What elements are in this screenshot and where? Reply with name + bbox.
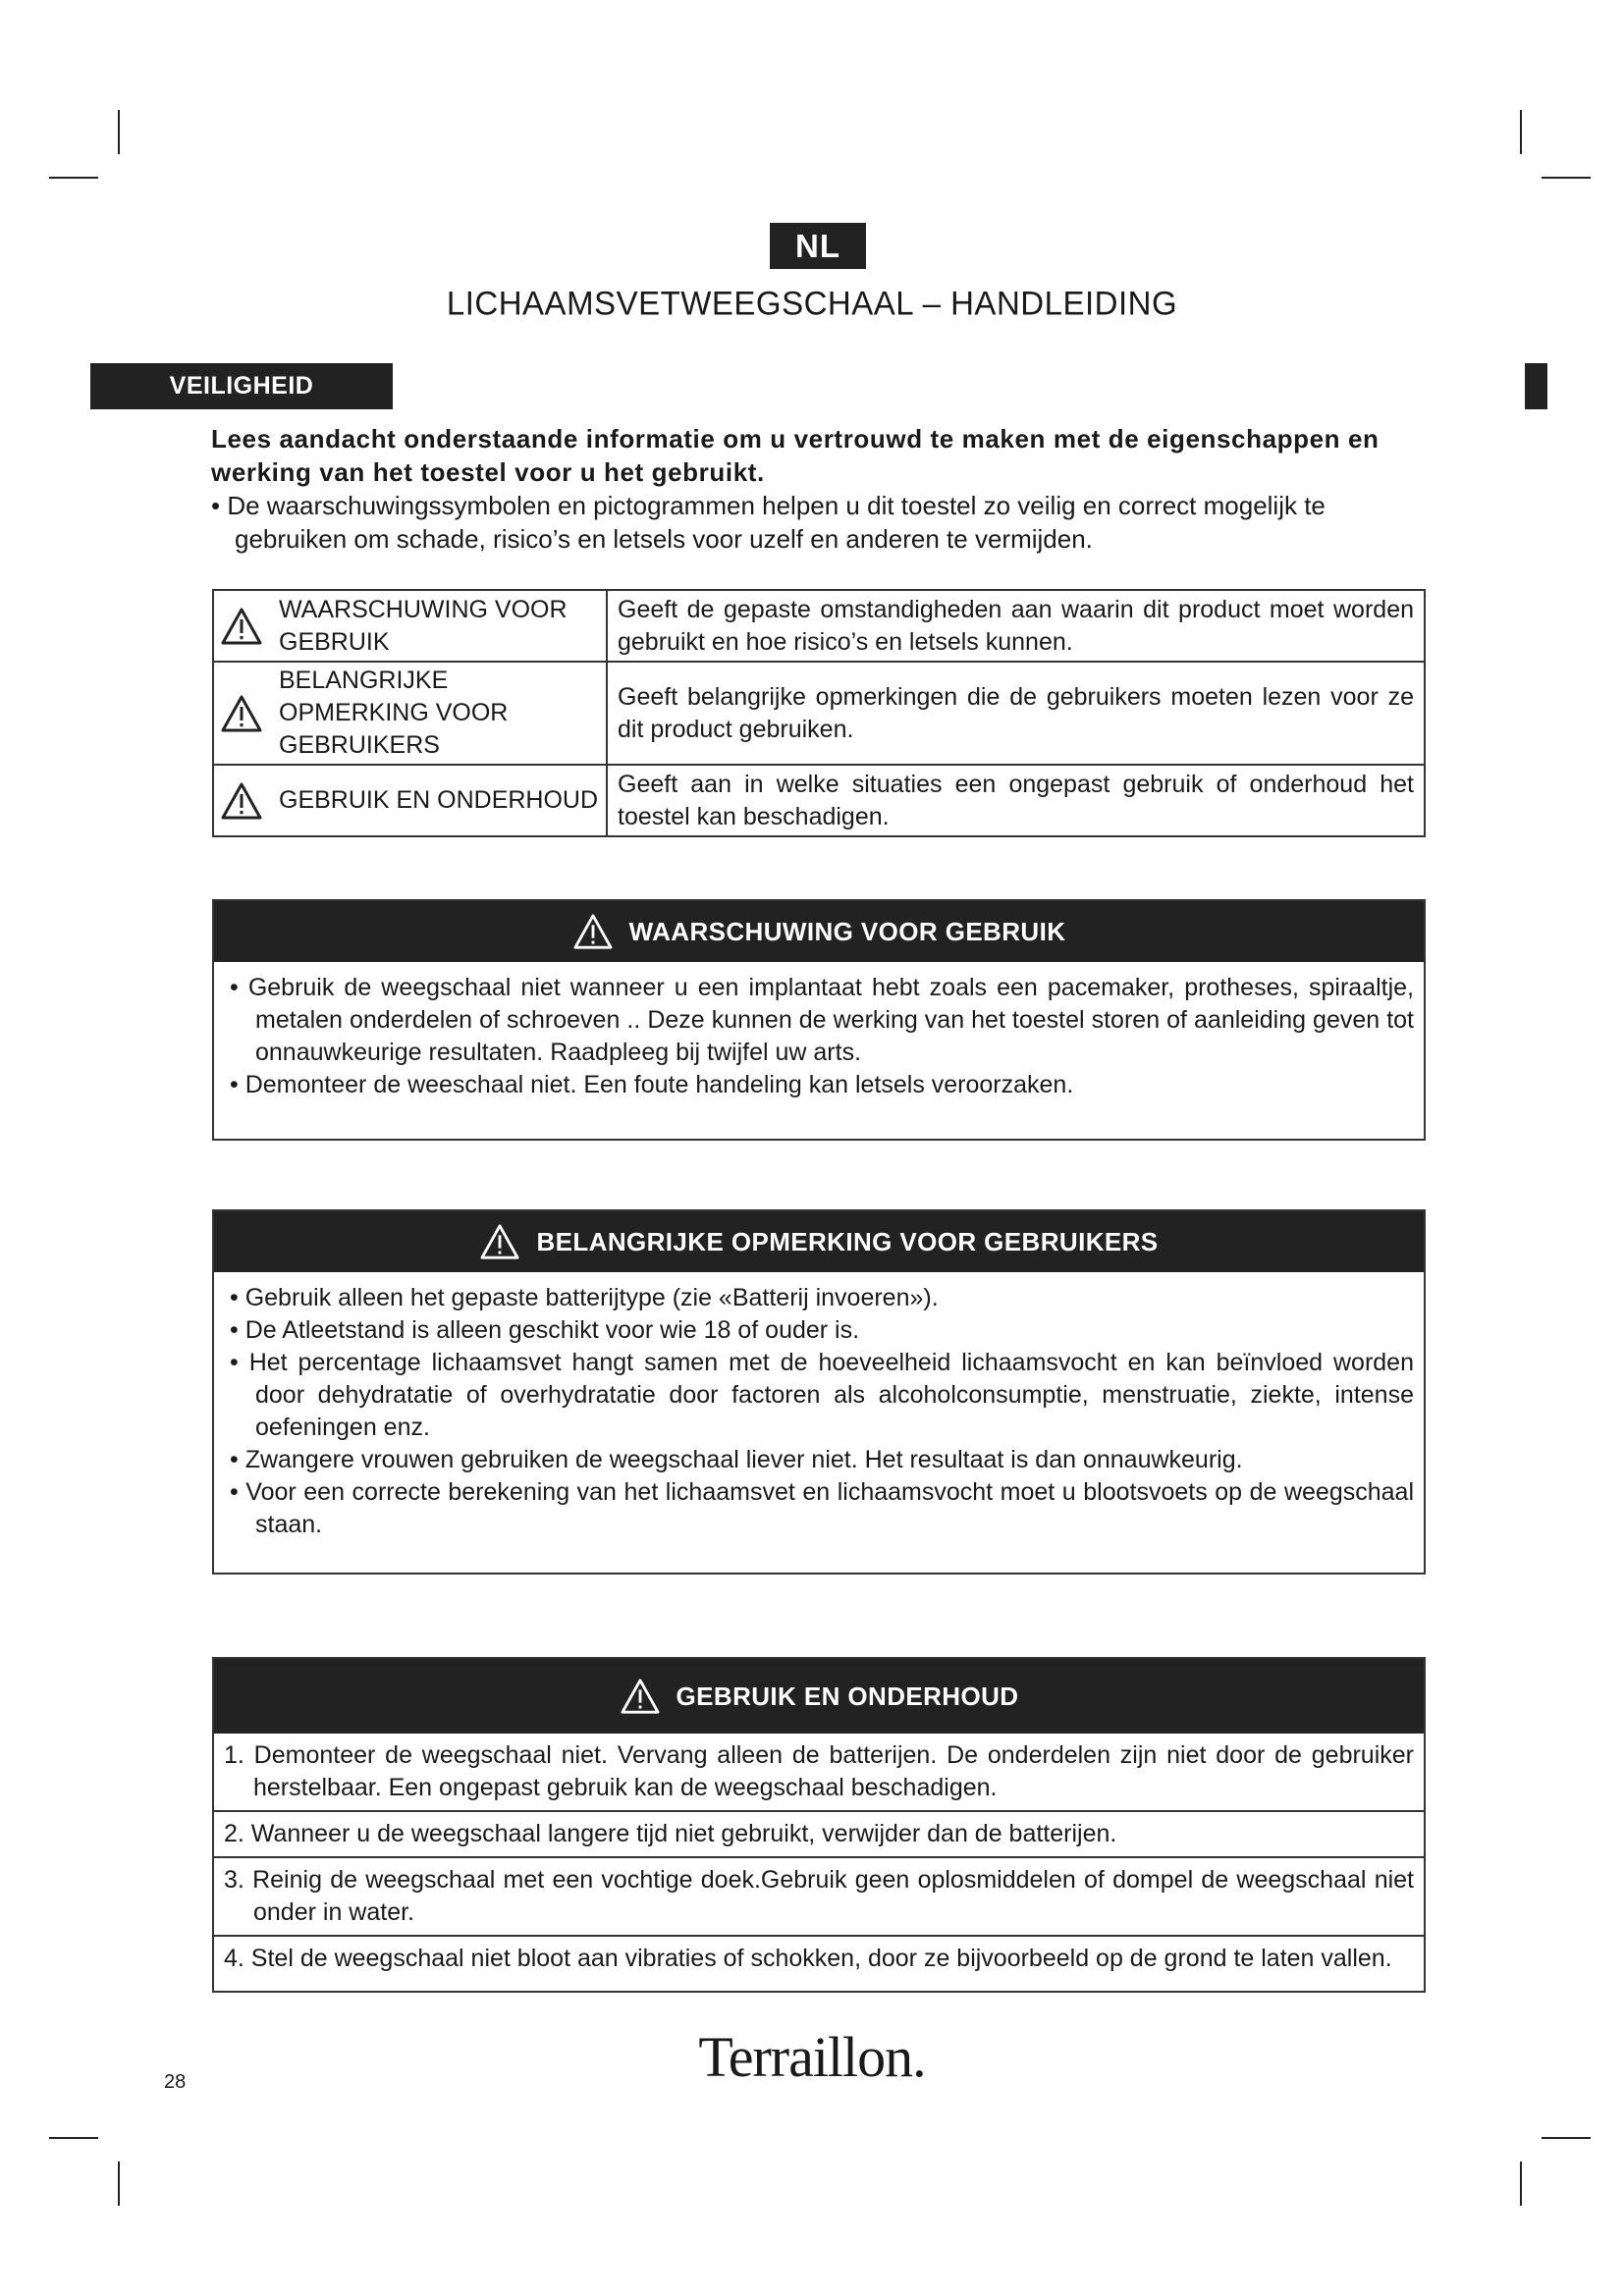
list-item: • Gebruik de weegschaal niet wanneer u een implantaat hebt zoals een pacemaker, protheses, spiraaltje, metalen onderdelen of schroeven .. Deze kunnen de werking van het toestel storen of aanleiding geven tot onnauwkeurige resultaten. Raadpleeg bij twijfel uw arts.	[230, 974, 1414, 1066]
legend-description: Geeft belangrijke opmerkingen die de gebruikers moeten lezen voor ze dit product gebruiken.	[607, 662, 1425, 765]
list-item: 3. Reinig de weegschaal met een vochtige doek.Gebruik geen oplosmiddelen of dompel de weegschaal niet onder in water.	[214, 1858, 1424, 1937]
crop-mark-tr-h	[1542, 177, 1591, 179]
crop-mark-tl-h	[49, 177, 98, 179]
side-tab-marker	[1525, 363, 1547, 409]
list-item: 2. Wanneer u de weegschaal langere tijd niet gebruikt, verwijder dan de batterijen.	[214, 1812, 1424, 1858]
warning-box	[212, 899, 1426, 1141]
warning-triangle-icon	[479, 1223, 520, 1260]
list-item: • De Atleetstand is alleen geschikt voor wie 18 of ouder is.	[230, 1316, 860, 1344]
symbol-legend-table	[212, 589, 1426, 837]
note-box-header	[214, 1211, 1424, 1272]
crop-mark-bl-v	[118, 2162, 120, 2206]
crop-mark-tl-v	[118, 110, 120, 154]
legend-description: Geeft de gepaste omstandigheden aan waarin dit product moet worden gebruikt en hoe risico’s en letsels kunnen.	[607, 590, 1425, 662]
warning-triangle-icon	[620, 1678, 661, 1715]
warning-box-header	[214, 901, 1424, 962]
list-item: • Het percentage lichaamsvet hangt samen met de hoeveelheid lichaamsvocht en kan beïnvloed worden door dehydratatie of overhydratatie door factoren als alcoholconsumptie, menstruatie, ziekte, intense oefeningen enz.	[230, 1349, 1414, 1441]
language-badge: NL	[770, 223, 866, 269]
list-item: 4. Stel de weegschaal niet bloot aan vibraties of schokken, door ze bijvoorbeeld op de grond te laten vallen.	[224, 1945, 1392, 1972]
warning-triangle-icon	[220, 607, 263, 646]
legend-label: WAARSCHUWING VOOR GEBRUIK	[279, 595, 568, 656]
care-box-title: GEBRUIK EN ONDERHOUD	[676, 1681, 1019, 1711]
note-box-title: BELANGRIJKE OPMERKING VOOR GEBRUIKERS	[536, 1226, 1159, 1256]
legend-row	[213, 765, 1425, 836]
note-box	[212, 1209, 1426, 1575]
legend-row	[213, 590, 1425, 662]
intro-bold-text: Lees aandacht onderstaande informatie om u vertrouwd te maken met de eigenschappen en werking van het toestel voor u het gebruikt.	[211, 424, 1380, 487]
warning-triangle-icon	[220, 781, 263, 821]
page-title: LICHAAMSVETWEEGSCHAAL – HANDLEIDING	[446, 284, 1178, 322]
list-item: • Zwangere vrouwen gebruiken de weegschaal liever niet. Het resultaat is dan onnauwkeurig.	[230, 1446, 1243, 1473]
section-heading: VEILIGHEID	[90, 363, 393, 409]
legend-description: Geeft aan in welke situaties een ongepast gebruik of onderhoud het toestel kan beschadigen.	[607, 765, 1425, 836]
warning-box-title: WAARSCHUWING VOOR GEBRUIK	[628, 916, 1066, 946]
legend-label: BELANGRIJKE OPMERKING VOOR GEBRUIKERS	[279, 667, 509, 759]
note-box-body	[214, 1272, 1424, 1551]
care-list	[214, 1734, 1424, 1981]
page-number: 28	[164, 2071, 187, 2093]
legend-label: GEBRUIK EN ONDERHOUD	[279, 786, 599, 814]
warning-box-body	[214, 962, 1424, 1111]
legend-row	[213, 662, 1425, 765]
warning-triangle-icon	[220, 694, 263, 733]
intro-bullet: • De waarschuwingssymbolen en pictogrammen helpen u dit toestel zo veilig en correct mogelijk te gebruiken om schade, risico’s en letsels voor uzelf en anderen te vermijden.	[211, 491, 1326, 554]
list-item: • Demonteer de weeschaal niet. Een foute handeling kan letsels veroorzaken.	[230, 1071, 1074, 1098]
list-item: 1. Demonteer de weegschaal niet. Vervang alleen de batterijen. De onderdelen zijn niet door de gebruiker herstelbaar. Een ongepast gebruik kan de weegschaal beschadigen.	[214, 1734, 1424, 1812]
warning-triangle-icon	[572, 913, 614, 950]
brand-logo: Terraillon.	[698, 2025, 926, 2089]
care-box-header	[214, 1659, 1424, 1734]
crop-mark-br-h	[1542, 2137, 1591, 2139]
list-item: • Voor een correcte berekening van het lichaamsvet en lichaamsvocht moet u blootsvoets op de weegschaal staan.	[230, 1478, 1414, 1538]
crop-mark-tr-v	[1520, 110, 1522, 154]
crop-mark-br-v	[1520, 2162, 1522, 2206]
list-item: • Gebruik alleen het gepaste batterijtype (zie «Batterij invoeren»).	[230, 1284, 939, 1311]
intro-text	[211, 422, 1438, 556]
crop-mark-bl-h	[49, 2137, 98, 2139]
care-box	[212, 1657, 1426, 1993]
